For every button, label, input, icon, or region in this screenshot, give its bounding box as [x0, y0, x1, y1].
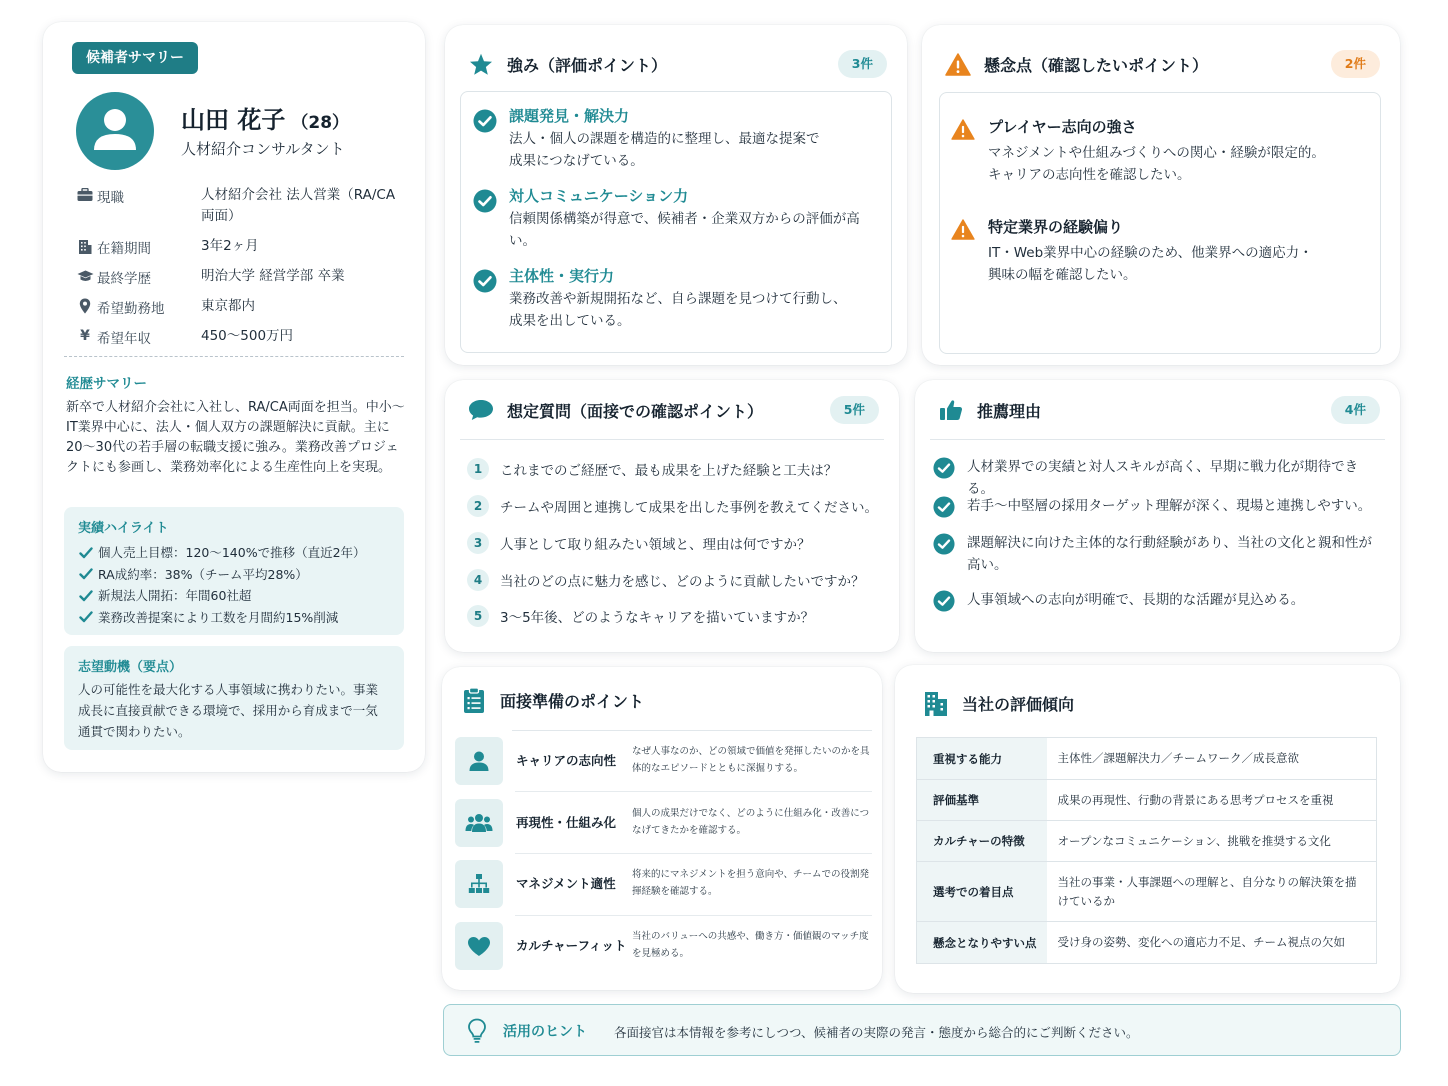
table-row: [917, 780, 1377, 821]
concerns-title: 懸念点（確認したいポイント）: [984, 55, 1209, 75]
team-icon: [455, 799, 503, 847]
evaluation-table: [916, 737, 1377, 964]
check-circle-icon: [933, 533, 955, 555]
table-key: 重視する能力: [917, 738, 1047, 780]
strength-item: [473, 266, 849, 332]
question-text: これまでのご経歴で、最も成果を上げた経験と工夫は？: [500, 463, 838, 479]
prep-item: [455, 922, 870, 978]
question-number: 2: [467, 495, 489, 517]
detail-label: 現職: [97, 190, 124, 206]
reasons-header: [937, 395, 1380, 425]
check-circle-icon: [473, 109, 497, 133]
strength-desc: 業務改善や新規開拓など、自ら課題を見つけて行動し、成果を出している。: [509, 291, 847, 329]
profile-details: [73, 186, 403, 357]
usage-hint-bar: [443, 1004, 1401, 1056]
prep-item-title: マネジメント適性: [516, 876, 616, 891]
table-key: カルチャーの特徴: [917, 821, 1047, 862]
divider: [515, 915, 872, 916]
concerns-count-badge: 2件: [1331, 50, 1380, 78]
prep-item-desc: 将来的にマネジメントを担う意向や、チームでの役割発揮経験を確認する。: [632, 869, 870, 897]
detail-row-location: [73, 297, 403, 317]
check-icon: [78, 590, 94, 602]
name-text: 山田 花子: [181, 106, 286, 134]
reason-text: 課題解決に向けた主体的な行動経験があり、当社の文化と親和性が高い。: [967, 535, 1372, 573]
divider: [515, 853, 872, 854]
questions-count-badge: 5件: [830, 396, 879, 424]
table-key: 評価基準: [917, 780, 1047, 821]
detail-row-tenure: [73, 237, 403, 257]
question-number: 4: [467, 569, 489, 591]
detail-value: 人材紹介会社 法人営業（RA/CA両面）: [201, 187, 396, 224]
prep-item: [455, 799, 870, 855]
divider: [930, 439, 1385, 440]
strength-desc: 信頼関係構築が得意で、候補者・企業双方からの評価が高い。: [509, 211, 860, 249]
detail-value: 東京都内: [201, 298, 255, 314]
detail-label: 在籍期間: [97, 241, 151, 257]
table-row: [917, 922, 1377, 964]
location-pin-icon: [73, 297, 97, 315]
reasons-title: 推薦理由: [977, 401, 1042, 421]
prep-item-desc: 個人の成果だけでなく、どのように仕組み化・改善につなげてきたかを確認する。: [632, 808, 870, 836]
strengths-list: [460, 91, 892, 353]
highlight-text: 新規法人開拓：年間60社超: [98, 588, 252, 603]
prep-item-title: キャリアの志向性: [516, 753, 617, 768]
questions-card: [445, 380, 899, 652]
check-circle-icon: [933, 457, 955, 479]
question-text: 人事として取り組みたい領域と、理由は何ですか？: [500, 537, 811, 553]
reason-text: 人材業界での実績と対人スキルが高く、早期に戦力化が期待できる。: [967, 459, 1359, 497]
question-item: [467, 605, 814, 627]
highlights-panel: [64, 507, 404, 635]
strength-item: [473, 186, 869, 252]
concern-item: [950, 217, 1318, 286]
office-building-icon: [922, 689, 950, 717]
check-icon: [78, 547, 94, 559]
motivation-text: 人の可能性を最大化する人事領域に携わりたい。事業成長に直接貢献できる環境で、採用から育成まで一気通貫で関わりたい。: [78, 682, 379, 739]
concerns-card: [922, 25, 1400, 365]
concern-desc: IT・Web業界中心の経験のため、他業界への適応力・興味の幅を確認したい。: [988, 245, 1313, 283]
strength-desc: 法人・個人の課題を構造的に整理し、最適な提案で成果につなげている。: [509, 131, 820, 169]
check-icon: [78, 611, 94, 623]
detail-row-salary: [73, 327, 403, 347]
heart-icon: [455, 922, 503, 970]
age-text: （28）: [291, 113, 350, 133]
check-circle-icon: [933, 496, 955, 518]
detail-row-current-job: [73, 186, 403, 227]
divider: [64, 356, 404, 357]
candidate-summary-card: [43, 22, 425, 772]
speech-bubble-icon: [467, 396, 495, 424]
org-chart-icon: [455, 860, 503, 908]
interview-prep-card: [442, 667, 882, 990]
strengths-card: [445, 25, 907, 365]
detail-row-education: [73, 267, 403, 287]
question-number: 1: [467, 458, 489, 480]
table-row: [917, 738, 1377, 780]
graduation-cap-icon: [73, 267, 97, 285]
highlights-title: 実績ハイライト: [78, 521, 169, 536]
reason-item: [933, 589, 1385, 612]
highlight-item: [78, 542, 390, 564]
table-value: 受け身の姿勢、変化への適応力不足、チーム視点の欠如: [1047, 922, 1377, 964]
evaluation-header: [922, 688, 1380, 718]
check-circle-icon: [933, 590, 955, 612]
highlight-text: RA成約率：38%（チーム平均28%）: [98, 566, 308, 582]
career-summary-text: 新卒で人材紹介会社に入社し、RA/CA両面を担当。中小〜IT業界中心に、法人・個人双方の課題解決に貢献。主に20〜30代の若手層の転職支援に強み。業務改善プロジェクトにも参画し、業務効率化による生産性向上を実現。: [66, 400, 405, 475]
concern-desc: マネジメントや仕組みづくりへの関心・経験が限定的。キャリアの志向性を確認したい。: [988, 145, 1325, 183]
highlight-item: [78, 585, 390, 607]
strength-title: 課題発見・解決力: [509, 107, 630, 125]
avatar: [76, 92, 154, 170]
prep-title: 面接準備のポイント: [500, 691, 645, 711]
question-item: [467, 532, 811, 554]
divider: [515, 791, 872, 792]
table-value: 成果の再現性、行動の背景にある思考プロセスを重視: [1047, 780, 1377, 821]
concern-title: プレイヤー志向の強さ: [988, 118, 1137, 136]
detail-label: 最終学歴: [97, 271, 151, 287]
detail-value: 3年2ヶ月: [201, 238, 259, 254]
question-text: チームや周囲と連携して成果を出した事例を教えてください。: [500, 500, 878, 516]
evaluation-title: 当社の評価傾向: [962, 694, 1075, 714]
table-key: 懸念となりやすい点: [917, 922, 1047, 964]
reason-text: 若手〜中堅層の採用ターゲット理解が深く、現場と連携しやすい。: [967, 498, 1372, 514]
highlight-text: 業務改善提案により工数を月間約15%削減: [98, 609, 339, 625]
strength-title: 対人コミュニケーション力: [509, 187, 689, 205]
concern-item: [950, 117, 1328, 186]
detail-label: 希望勤務地: [97, 301, 165, 317]
thumbs-up-icon: [937, 396, 965, 424]
table-value: 主体性／課題解決力／チームワーク／成長意欲: [1047, 738, 1377, 780]
warning-icon: [950, 217, 976, 241]
person-icon: [455, 737, 503, 785]
prep-item-desc: なぜ人事なのか、どの領域で価値を発揮したいのかを具体的なエピソードとともに深掘りする。: [632, 746, 870, 774]
prep-item-title: カルチャーフィット: [516, 938, 627, 953]
concerns-list: [939, 92, 1381, 354]
clipboard-icon: [460, 686, 488, 714]
divider: [512, 730, 872, 731]
strength-title: 主体性・実行力: [509, 267, 615, 285]
career-summary-title: 経歴サマリー: [66, 376, 147, 392]
prep-item-desc: 当社のバリューへの共感や、働き方・価値観のマッチ度を見極める。: [632, 931, 869, 959]
hint-text: 各面接官は本情報を参考にしつつ、候補者の実際の発言・態度から総合的にご判断ください。: [614, 1025, 1139, 1040]
table-row: [917, 821, 1377, 862]
question-number: 3: [467, 532, 489, 554]
candidate-name: [181, 100, 349, 135]
check-circle-icon: [473, 269, 497, 293]
reason-item: [933, 495, 1385, 518]
highlight-text: 個人売上目標：120〜140%で推移（直近2年）: [98, 545, 366, 560]
warning-icon: [950, 117, 976, 141]
reason-item: [933, 532, 1385, 576]
hint-title: 活用のヒント: [503, 1024, 587, 1040]
strengths-count-badge: 3件: [838, 50, 887, 78]
divider: [460, 439, 884, 440]
star-icon: [467, 50, 495, 78]
warning-icon: [944, 50, 972, 78]
building-icon: [73, 237, 97, 255]
reason-text: 人事領域への志向が明確で、長期的な活躍が見込める。: [967, 592, 1305, 608]
questions-title: 想定質問（面接での確認ポイント）: [507, 401, 764, 421]
concern-title: 特定業界の経験偏り: [988, 218, 1124, 236]
briefcase-icon: [73, 186, 97, 204]
detail-value: 明治大学 経営学部 卒業: [201, 268, 345, 284]
job-title: 人材紹介コンサルタント: [181, 140, 345, 158]
table-value: オープンなコミュニケーション、挑戦を推奨する文化: [1047, 821, 1377, 862]
questions-header: [467, 395, 879, 425]
check-circle-icon: [473, 189, 497, 213]
concerns-header: [944, 49, 1380, 79]
reason-item: [933, 456, 1385, 500]
question-number: 5: [467, 605, 489, 627]
strengths-title: 強み（評価ポイント）: [507, 55, 668, 75]
question-text: 3〜5年後、どのようなキャリアを描いていますか？: [500, 610, 815, 626]
lightbulb-icon: [464, 1017, 490, 1045]
summary-badge: 候補者サマリー: [72, 42, 198, 74]
table-row: [917, 862, 1377, 922]
motivation-title: 志望動機（要点）: [78, 660, 183, 675]
recommendation-reasons-card: [915, 380, 1400, 652]
reasons-count-badge: 4件: [1331, 396, 1380, 424]
table-value: 当社の事業・人事課題への理解と、自分なりの解決策を描けているか: [1047, 862, 1377, 922]
detail-value: 450〜500万円: [201, 328, 294, 344]
question-item: [467, 569, 865, 591]
strengths-header: [467, 49, 887, 79]
prep-item: [455, 860, 870, 916]
highlight-item: [78, 564, 390, 586]
person-icon: [76, 92, 154, 170]
motivation-panel: [64, 646, 404, 750]
check-icon: [78, 568, 94, 580]
question-item: [467, 495, 878, 517]
detail-label: 希望年収: [97, 331, 151, 347]
yen-icon: ¥: [80, 328, 90, 344]
prep-item: [455, 737, 870, 793]
highlight-item: [78, 607, 390, 629]
question-text: 当社のどの点に魅力を感じ、どのように貢献したいですか？: [500, 574, 865, 590]
strength-item: [473, 106, 829, 172]
prep-item-title: 再現性・仕組み化: [516, 815, 617, 830]
question-item: [467, 458, 837, 480]
prep-header: [460, 685, 862, 715]
evaluation-tendency-card: [895, 665, 1400, 993]
table-key: 選考での着目点: [917, 862, 1047, 922]
